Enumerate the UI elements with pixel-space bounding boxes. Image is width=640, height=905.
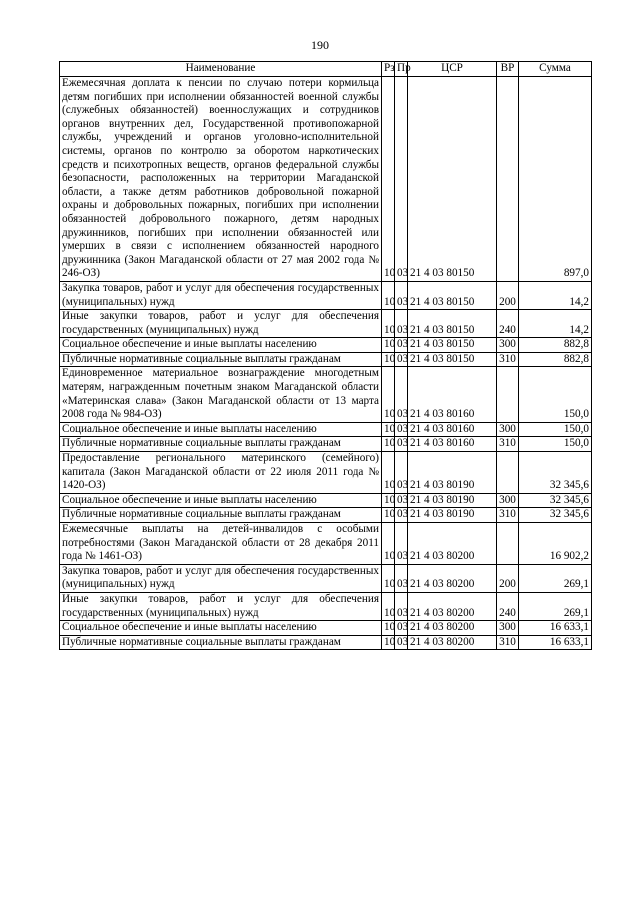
table-row [60,523,592,565]
row-pr: 03 [395,310,408,338]
row-pr: 03 [395,352,408,367]
row-sum: 16 902,2 [519,523,592,565]
row-vr: 300 [497,621,519,636]
row-csr: 21 4 03 80160 [408,422,497,437]
header-pr: Пр [395,62,408,77]
header-name: Наименование [60,62,382,77]
table-row [60,281,592,309]
table-row [60,564,592,592]
row-pr: 03 [395,523,408,565]
row-pr: 03 [395,621,408,636]
row-name: Единовременное материальное вознаграждение многодетным матерям, награжденным почетным знаком Магаданской области «Материнская слава» (Закон Магаданской области от 13 марта 2008 года № 984-ОЗ) [60,367,382,422]
row-sum: 32 345,6 [519,508,592,523]
row-sum: 150,0 [519,437,592,452]
table-row [60,621,592,636]
row-rz: 10 [382,635,395,650]
row-csr: 21 4 03 80150 [408,338,497,353]
row-vr: 240 [497,310,519,338]
row-vr [497,452,519,494]
row-csr: 21 4 03 80200 [408,523,497,565]
row-name: Предоставление регионального материнского (семейного) капитала (Закон Магаданской области от 22 июля 2011 года № 1420-ОЗ) [60,452,382,494]
row-sum: 32 345,6 [519,452,592,494]
row-pr: 03 [395,422,408,437]
row-csr: 21 4 03 80150 [408,352,497,367]
row-rz: 10 [382,508,395,523]
table-row [60,310,592,338]
table-row [60,592,592,620]
row-rz: 10 [382,564,395,592]
table-header-row [60,62,592,77]
header-sum: Сумма [519,62,592,77]
row-rz: 10 [382,281,395,309]
row-name: Закупка товаров, работ и услуг для обеспечения государственных (муниципальных) нужд [60,564,382,592]
row-rz: 10 [382,352,395,367]
row-csr: 21 4 03 80150 [408,281,497,309]
row-rz: 10 [382,621,395,636]
row-name: Социальное обеспечение и иные выплаты населению [60,422,382,437]
page-number: 190 [311,38,329,52]
header-vr: ВР [497,62,519,77]
row-name: Социальное обеспечение и иные выплаты населению [60,493,382,508]
row-csr: 21 4 03 80200 [408,564,497,592]
row-vr [497,367,519,422]
row-rz: 10 [382,452,395,494]
row-rz: 10 [382,310,395,338]
row-name: Публичные нормативные социальные выплаты гражданам [60,635,382,650]
row-vr: 310 [497,352,519,367]
table-row [60,508,592,523]
row-rz: 10 [382,523,395,565]
row-sum: 14,2 [519,310,592,338]
row-csr: 21 4 03 80150 [408,77,497,282]
row-vr: 300 [497,493,519,508]
row-name: Иные закупки товаров, работ и услуг для обеспечения государственных (муниципальных) нужд [60,310,382,338]
row-csr: 21 4 03 80190 [408,452,497,494]
row-name: Ежемесячная доплата к пенсии по случаю потери кормильца детям погибших при исполнении обязанностей военной службы (служебных обязанностей) военнослужащих и сотрудников органов внутренних дел, Государственной противопожарной службы, учреждений и органов уголовно-исполнительной системы, органов по контролю за оборотом наркотических средств и психотропных веществ, органов федеральной службы безопасности, расположенных на территории Магаданской области, а также детям работников добровольной пожарной охраны и добровольных пожарных, погибших при исполнении обязанностей добровольного пожарного, детям народных дружинников, погибших при исполнении обязанностей или умерших в связи с исполнением обязанностей народного дружинника (Закон Магаданской области от 27 мая 2002 года № 246-ОЗ) [60,77,382,282]
row-sum: 16 633,1 [519,621,592,636]
row-vr [497,523,519,565]
table-row [60,452,592,494]
row-rz: 10 [382,493,395,508]
row-name: Социальное обеспечение и иные выплаты населению [60,338,382,353]
table-row [60,77,592,282]
row-rz: 10 [382,592,395,620]
table-row [60,367,592,422]
row-sum: 897,0 [519,77,592,282]
table-row [60,338,592,353]
header-rz: Рз [382,62,395,77]
row-sum: 14,2 [519,281,592,309]
row-name: Ежемесячные выплаты на детей-инвалидов с особыми потребностями (Закон Магаданской области от 28 декабря 2011 года № 1461-ОЗ) [60,523,382,565]
row-csr: 21 4 03 80190 [408,493,497,508]
row-rz: 10 [382,77,395,282]
row-sum: 882,8 [519,352,592,367]
row-vr: 310 [497,635,519,650]
row-sum: 16 633,1 [519,635,592,650]
row-name: Иные закупки товаров, работ и услуг для обеспечения государственных (муниципальных) нужд [60,592,382,620]
row-vr: 300 [497,422,519,437]
row-vr: 310 [497,437,519,452]
row-sum: 269,1 [519,592,592,620]
row-csr: 21 4 03 80200 [408,621,497,636]
row-vr: 300 [497,338,519,353]
row-pr: 03 [395,367,408,422]
row-pr: 03 [395,338,408,353]
row-vr: 310 [497,508,519,523]
row-csr: 21 4 03 80200 [408,635,497,650]
row-pr: 03 [395,508,408,523]
row-pr: 03 [395,437,408,452]
row-rz: 10 [382,338,395,353]
row-vr: 200 [497,281,519,309]
row-vr [497,77,519,282]
row-rz: 10 [382,437,395,452]
row-name: Публичные нормативные социальные выплаты гражданам [60,508,382,523]
row-csr: 21 4 03 80160 [408,367,497,422]
row-pr: 03 [395,564,408,592]
table-row [60,635,592,650]
row-pr: 03 [395,493,408,508]
header-csr: ЦСР [408,62,497,77]
row-sum: 32 345,6 [519,493,592,508]
table-row [60,493,592,508]
row-csr: 21 4 03 80150 [408,310,497,338]
row-rz: 10 [382,422,395,437]
table-row [60,422,592,437]
row-pr: 03 [395,592,408,620]
row-sum: 150,0 [519,367,592,422]
row-vr: 240 [497,592,519,620]
row-csr: 21 4 03 80200 [408,592,497,620]
row-sum: 882,8 [519,338,592,353]
row-csr: 21 4 03 80160 [408,437,497,452]
row-pr: 03 [395,77,408,282]
row-sum: 269,1 [519,564,592,592]
budget-table [59,61,592,650]
row-name: Социальное обеспечение и иные выплаты населению [60,621,382,636]
row-sum: 150,0 [519,422,592,437]
row-name: Публичные нормативные социальные выплаты гражданам [60,352,382,367]
row-rz: 10 [382,367,395,422]
row-vr: 200 [497,564,519,592]
table-row [60,352,592,367]
row-name: Публичные нормативные социальные выплаты гражданам [60,437,382,452]
row-csr: 21 4 03 80190 [408,508,497,523]
row-pr: 03 [395,452,408,494]
row-pr: 03 [395,635,408,650]
row-name: Закупка товаров, работ и услуг для обеспечения государственных (муниципальных) нужд [60,281,382,309]
row-pr: 03 [395,281,408,309]
table-row [60,437,592,452]
